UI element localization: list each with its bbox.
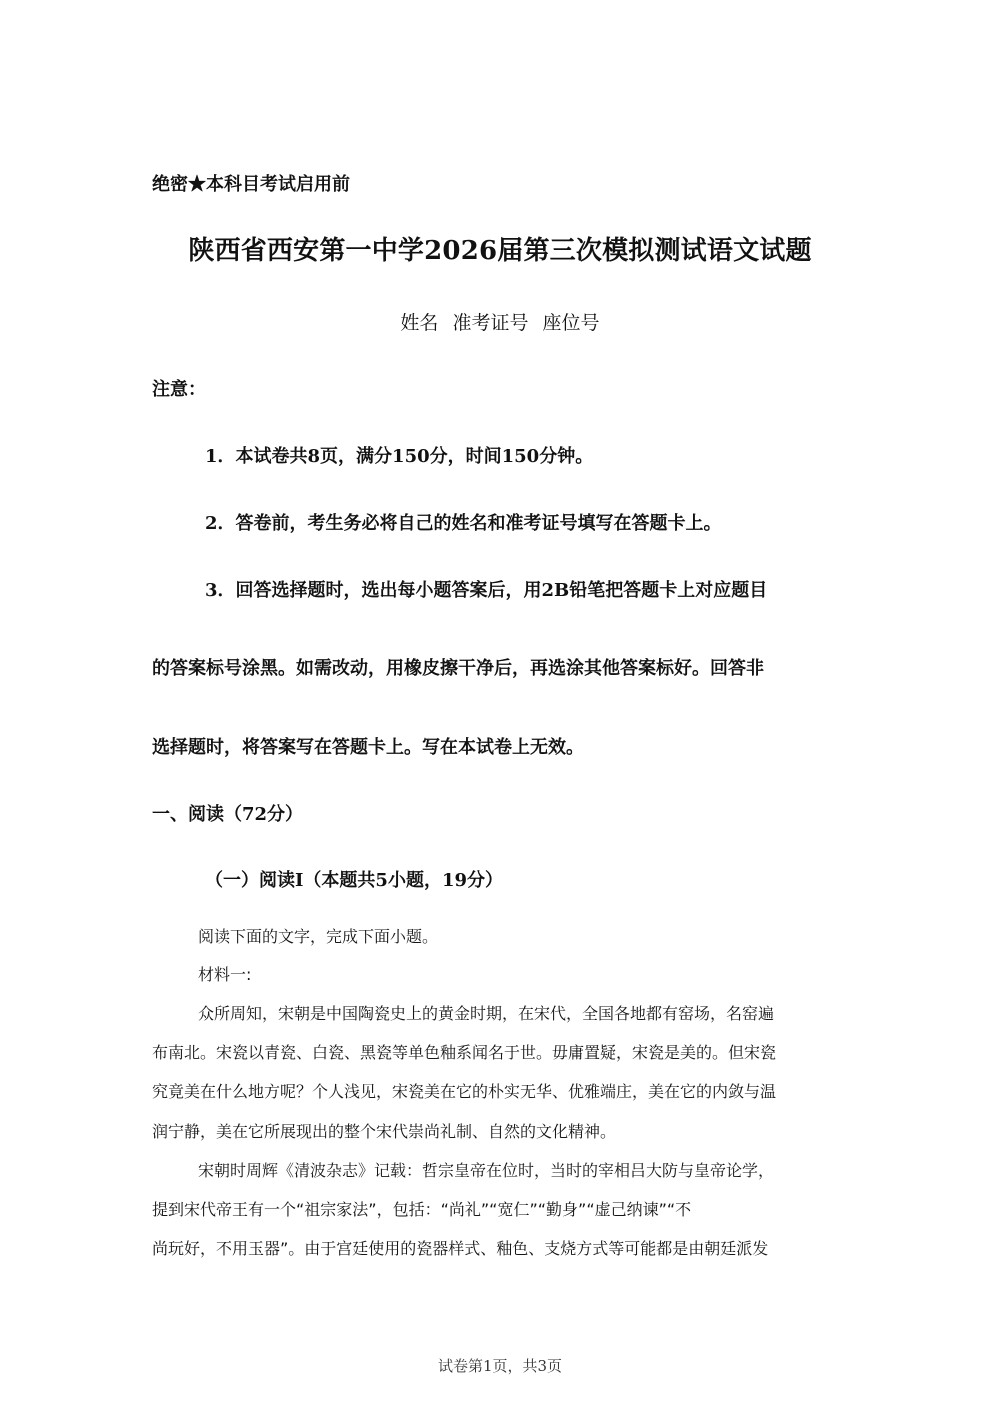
body-paragraph-line: 润宁静，美在它所展现出的整个宋代崇尚礼制、自然的文化精神。	[152, 1122, 617, 1141]
notice-heading: 注意：	[152, 379, 206, 400]
notice-item: 1．本试卷共8页，满分150分，时间150分钟。	[205, 446, 594, 467]
body-paragraph-line: 究竟美在什么地方呢？个人浅见，宋瓷美在它的朴实无华、优雅端庄，美在它的内敛与温	[152, 1082, 777, 1101]
notice-item-continued: 选择题时，将答案写在答题卡上。写在本试卷上无效。	[152, 737, 584, 758]
candidate-fields	[0, 314, 1000, 333]
material-label: 材料一:	[198, 965, 252, 984]
notice-item: 2．答卷前，考生务必将自己的姓名和准考证号填写在答题卡上。	[205, 513, 722, 534]
confidential-label: 绝密★本科目考试启用前	[152, 174, 350, 195]
body-paragraph-line: 布南北。宋瓷以青瓷、白瓷、黑瓷等单色釉系闻名于世。毋庸置疑，宋瓷是美的。但宋瓷	[152, 1043, 777, 1062]
name-field-label: 姓名	[400, 312, 439, 334]
body-paragraph-line: 尚玩好，不用玉器”。由于宫廷使用的瓷器样式、釉色、支烧方式等可能都是由朝廷派发	[152, 1239, 769, 1258]
exam-number-field-label: 准考证号	[452, 312, 529, 334]
notice-item: 3．回答选择题时，选出每小题答案后，用2B铅笔把答题卡上对应题目	[205, 580, 768, 601]
body-paragraph-line: 宋朝时周辉《清波杂志》记载：哲宗皇帝在位时，当时的宰相吕大防与皇帝论学，	[198, 1161, 775, 1180]
section-title: 一、阅读（72分）	[152, 804, 304, 825]
instruction-text: 阅读下面的文字，完成下面小题。	[198, 927, 439, 946]
subsection-title: （一）阅读I（本题共5小题，19分）	[205, 870, 503, 891]
notice-item-continued: 的答案标号涂黑。如需改动，用橡皮擦干净后，再选涂其他答案标好。回答非	[152, 658, 764, 679]
body-paragraph-line: 众所周知，宋朝是中国陶瓷史上的黄金时期，在宋代，全国各地都有窑场，名窑遍	[198, 1004, 775, 1023]
page-title: 陕西省西安第一中学2026届第三次模拟测试语文试题	[188, 236, 812, 266]
seat-number-field-label: 座位号	[542, 312, 600, 334]
body-paragraph-line: 提到宋代帝王有一个“祖宗家法”，包括：“尚礼”“宽仁”“勤身”“虚己纳谏”“不	[152, 1200, 692, 1219]
page-footer: 试卷第1页，共3页	[437, 1357, 563, 1375]
